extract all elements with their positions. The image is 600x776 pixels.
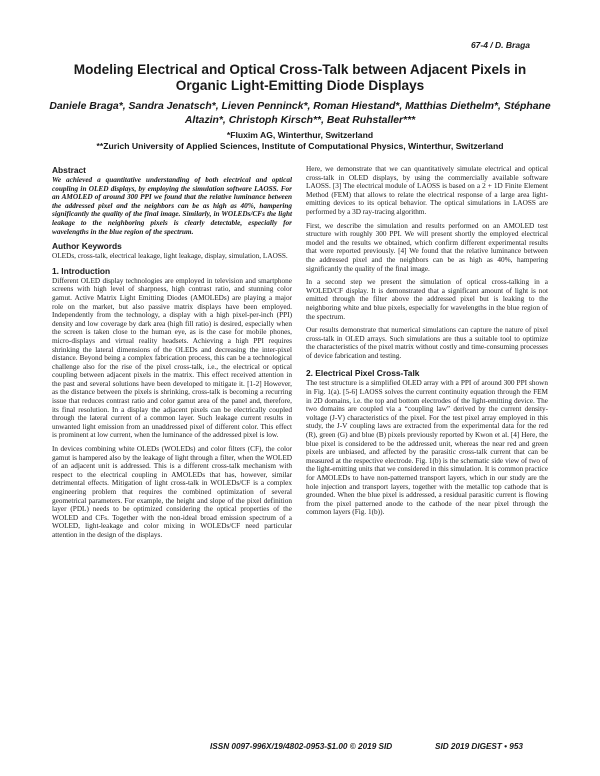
keywords-heading: Author Keywords [52,241,122,252]
keywords-text: OLEDs, cross-talk, electrical leakage, light leakage, display, simulation, LAOSS. [52,252,288,261]
body-paragraph-1: Here, we demonstrate that we can quantitatively simulate electrical and optical cross-talk in OLED displays, by using the commercially available software LAOSS. [3] The electrical module of LAOSS is based on a 2 + 1D Finite Element Method (FEM) that allows to relate the electrical response of a large area light-emitting devices to its optical behavior. The optical simulations in LAOSS are performed by a 3D ray-tracing algorithm. [306,165,548,216]
body-paragraph-2: First, we describe the simulation and results performed on an AMOLED test structure with roughly 300 PPI. We will present shortly the employed electrical model and the results we obtained, which confirm different experimental results that were reported previously. [4] We found that the relative luminance between the addressed pixel and the neighbors can be as high as 40%, hampering significantly the quality of the final image. [306,221,548,273]
affiliation-2: **Zurich University of Applied Sciences, Institute of Computational Physics, Winterthur, Switzerland [96,141,504,151]
intro-paragraph-2: In devices combining white OLEDs (WOLEDs) and color filters (CF), the color gamut is hampered also by the leakage of light through a filter, when the WOLED of an adjacent unit is addressed. This is a different cross-talk mechanism with respect to the electrical coupling in AMOLEDs that has, however, similar detrimental effects. Mitigation of light cross-talk in WOLEDs/CF is a complex engineering problem that requires the combined optimization of several geometrical parameters. For example, the height and slope of the pixel definition layer (PDL) needs to be optimized considering the optical properties of the WOLED and CFs. Together with the non-ideal broad emission spectrum of a WOLED, light-leakage and color mixing in WOLEDs/CF need particular attention in the design of the displays. [52,445,292,539]
page-header-ref: 67-4 / D. Braga [470,40,530,50]
abstract-heading: Abstract [52,165,86,175]
left-column [52,165,292,545]
body-paragraph-4: Our results demonstrate that numerical simulations can capture the nature of pixel cross-talk in OLED arrays. Such simulations are thus a suitable tool to optimize the characteristics of the pixel matrix without costly and time-consuming processes of device fabrication and testing. [306,326,548,360]
abstract-text: We achieved a quantitative understanding of both electrical and optical coupling in OLED displays, by employing the simulation software LAOSS. For an AMOLED of around 300 PPI we found that the relative luminance between the addressed pixel and the neighbors can be as high as 40%, hampering significantly the quality of the final image. Similarly, in WOLEDs/CFs the light leakage to the neighboring pixels is clearly detectable, especially for wavelengths in the blue region of the spectrum. [52,176,292,236]
footer-digest: SID 2019 DIGEST • 953 [435,742,523,751]
section2-heading: 2. Electrical Pixel Cross-Talk [306,368,420,379]
intro-paragraph-1: Different OLED display technologies are employed in television and smartphone screens with high level of sharpness, high contrast ratio, and stunning color gamut. Active Matrix Light Emitting Diodes (AMOLEDs) are playing a major role on the market, but also passive matrix displays have been employed. Independently from the technology, a display with a high pixel-per-inch (PPI) density and low coverage by dark area (high fill ratio) is desired, especially when the screen is taken close to the human eye, as is the case for mobile phones, micro-displays and virtual reality headsets. Achieving a high PPI requires shrinking the lateral dimensions of the OLEDs and decreasing the inter-pixel distance. Beyond being a complex fabrication process, this can be a technological challenge also for the rise of the pixel cross-talk, i.e., the electrical or optical coupling between adjacent pixels in the matrix. This effect received attention in the past and several solutions have been developed to mitigate it. [1-2] However, as the distance between the pixels is shrinking, cross-talk is becoming a recurring issue that reduces contrast ratio and color gamut area of the panel and, therefore, its final resolution. In a display the adjacent pixels can be electrically coupled through the lateral current of a common layer. Such leakage current results in unwanted light emission from an unaddressed pixel of different color. This effect is prominent at low current, when the luminance of the addressed pixel is low. [52,276,292,440]
paper-title: Modeling Electrical and Optical Cross-Talk between Adjacent Pixels in Organic Light-Emitting Diode Displays [73,62,527,93]
right-column [306,165,548,522]
intro-heading: 1. Introduction [52,265,111,276]
body-paragraph-3: In a second step we present the simulation of optical cross-talking in a WOLED/CF display. It is demonstrated that a significant amount of light is not emitted through the filter above the addressed pixel but is leaking to the neighboring white and blue pixels, especially for wavelengths in the blue region of the spectrum. [306,278,548,321]
footer-issn: ISSN 0097-996X/19/4802-0953-$1.00 © 2019 SID [210,742,393,751]
affiliation-1: *Fluxim AG, Winterthur, Switzerland [226,130,374,140]
author-list: Daniele Braga*, Sandra Jenatsch*, Lieven Penninck*, Roman Hiestand*, Matthias Diethelm*, Stéphane Altazin*, Christoph Kirsch**, Beat Ruhstaller*** [49,101,551,126]
affiliations [46,130,554,152]
section2-text: The test structure is a simplified OLED array with a PPI of around 300 PPI shown in Fig. 1(a). [5-6] LAOSS solves the current continuity equation through the FEM in 2D domains, i.e. the top and bottom electrodes of the light-emitting device. The two domains are coupled via a “coupling law” derived by the current density-voltage (J-V) characteristics of the pixel. For the test pixel array employed in this study, the J-V coupling laws are extracted from the experimental data for the red (R), green (G) and blue (B) pixels previously reported by Kwon et al. [4] Here, the blue pixel is considered to be the addressed unit, whereas the near red and green pixels are unbiased, and affected by the parasitic cross-talk current that can be measured at the respective electrode. Fig. 1(b) is the schematic side view of two of the light-emitting units that we considered in this simulation. It is common practice for AMOLEDs to have non-patterned transport layers, which in our study are the hole injection and transport layers, together with the metallic top cathode that is grounded. When the blue pixel is addressed, a residual parasitic current is flowing from the pixel patterned anode to the cathode of the near pixel through the common layers (Fig. 1(b)). [306,379,548,517]
